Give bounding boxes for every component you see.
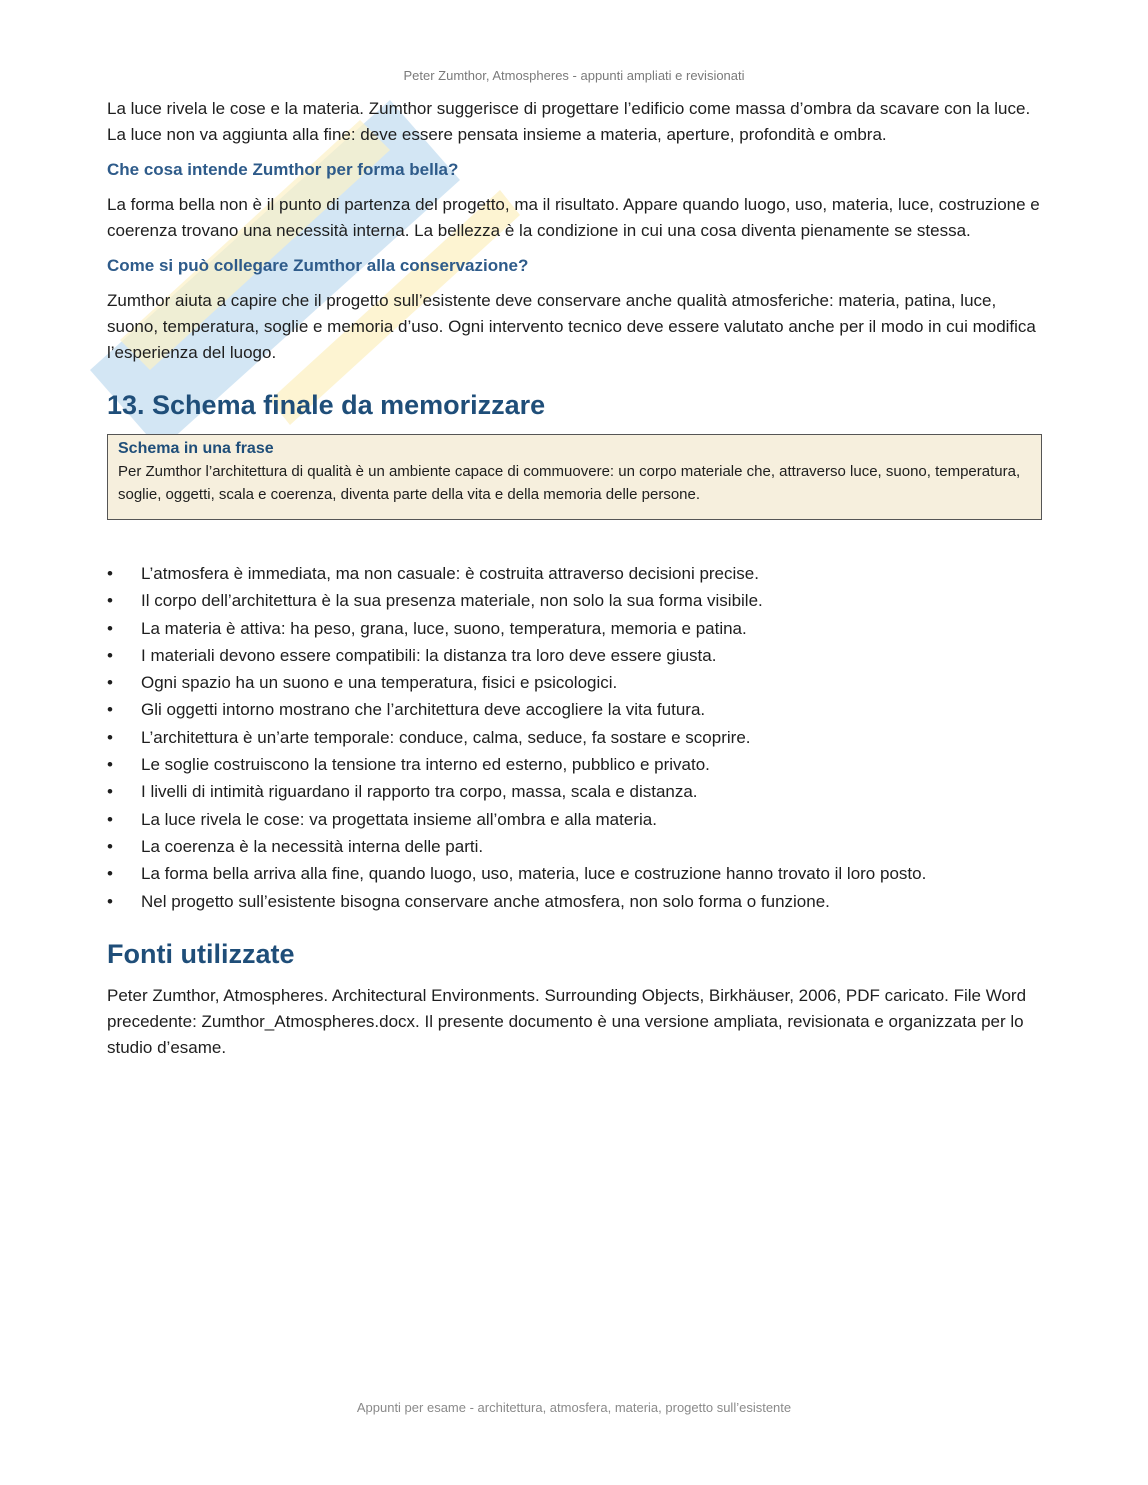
- bullet-icon: •: [107, 727, 113, 747]
- intro-paragraph: La luce rivela le cose e la materia. Zumthor suggerisce di progettare l’edificio come massa d’ombra da scavare con la luce. La luce non va aggiunta alla fine: deve essere pensata insieme a materia, aperture, profondità e ombra.: [107, 99, 1031, 144]
- list-item: [107, 888, 1042, 915]
- sources-paragraph: Peter Zumthor, Atmospheres. Architectural Environments. Surrounding Objects, Birkhäuser, 2006, PDF caricato. File Word precedente: Zumthor_Atmospheres.docx. Il presente documento è una versione ampliata, revisionata e organizzata per lo studio d’esame.: [107, 985, 1027, 1057]
- list-item: [107, 587, 1042, 614]
- list-item-text: Nel progetto sull’esistente bisogna conservare anche atmosfera, non solo forma o funzione.: [141, 891, 830, 911]
- bullet-icon: •: [107, 591, 113, 611]
- summary-box-title: Schema in una frase: [118, 440, 274, 457]
- summary-box-text: Per Zumthor l’architettura di qualità è un ambiente capace di commuovere: un corpo materiale che, attraverso luce, suono, temperatura, soglie, oggetti, scala e coerenza, diventa parte della vita e della memoria delle persone.: [118, 463, 1021, 503]
- list-item: [107, 833, 1042, 860]
- list-item: [107, 696, 1042, 723]
- question-heading: Come si può collegare Zumthor alla conservazione?: [107, 256, 529, 275]
- list-item: [107, 669, 1042, 696]
- bullet-icon: •: [107, 564, 113, 583]
- bullet-icon: •: [107, 673, 113, 693]
- bullet-icon: •: [107, 755, 113, 775]
- list-item: [107, 642, 1042, 669]
- list-item: [107, 560, 1042, 587]
- list-item-text: La forma bella arriva alla fine, quando luogo, uso, materia, luce e costruzione hanno trovato il loro posto.: [141, 864, 927, 884]
- list-item-text: I livelli di intimità riguardano il rapporto tra corpo, massa, scala e distanza.: [141, 782, 698, 802]
- bullet-icon: •: [107, 618, 113, 638]
- list-item-text: Il corpo dell’architettura è la sua presenza materiale, non solo la sua forma visibile.: [141, 591, 763, 611]
- list-item-text: Ogni spazio ha un suono e una temperatura, fisici e psicologici.: [141, 673, 618, 693]
- bullet-icon: •: [107, 645, 113, 665]
- bullet-icon: •: [107, 809, 113, 829]
- bullet-icon: •: [107, 782, 113, 802]
- list-item-text: Gli oggetti intorno mostrano che l’architettura deve accogliere la vita futura.: [141, 700, 706, 720]
- summary-box: [107, 434, 1042, 520]
- list-item: [107, 751, 1042, 778]
- list-item-text: I materiali devono essere compatibili: la distanza tra loro deve essere giusta.: [141, 645, 717, 665]
- sources-title: Fonti utilizzate: [107, 938, 295, 969]
- list-item: [107, 860, 1042, 887]
- list-item-text: Le soglie costruiscono la tensione tra interno ed esterno, pubblico e privato.: [141, 755, 710, 775]
- summary-bullet-list: [107, 560, 1042, 915]
- list-item-text: L’architettura è un’arte temporale: conduce, calma, seduce, fa sostare e scoprire.: [141, 727, 751, 747]
- page-header: Peter Zumthor, Atmospheres - appunti ampliati e revisionati: [403, 68, 745, 83]
- answer-paragraph: Zumthor aiuta a capire che il progetto sull’esistente deve conservare anche qualità atmosferiche: materia, patina, luce, suono, temperatura, soglie e memoria d’uso. Ogni intervento tecnico deve essere valutato anche per il modo in cui modifica l’esperienza del luogo.: [107, 291, 1036, 362]
- list-item: [107, 615, 1042, 642]
- list-item-text: L’atmosfera è immediata, ma non casuale: è costruita attraverso decisioni precise.: [141, 564, 759, 583]
- document-body: [107, 96, 1042, 1071]
- list-item: [107, 778, 1042, 805]
- bullet-icon: •: [107, 864, 113, 884]
- list-item: [107, 806, 1042, 833]
- list-item-text: La coerenza è la necessità interna delle parti.: [141, 836, 484, 856]
- bullet-icon: •: [107, 891, 113, 911]
- bullet-icon: •: [107, 836, 113, 856]
- section-13-title: 13. Schema finale da memorizzare: [107, 390, 546, 420]
- page-footer: Appunti per esame - architettura, atmosfera, materia, progetto sull’esistente: [356, 1400, 792, 1415]
- list-item: [107, 724, 1042, 751]
- list-item-text: La luce rivela le cose: va progettata insieme all’ombra e alla materia.: [141, 809, 657, 829]
- question-heading: Che cosa intende Zumthor per forma bella?: [107, 160, 459, 179]
- list-item-text: La materia è attiva: ha peso, grana, luce, suono, temperatura, memoria e patina.: [141, 618, 747, 638]
- bullet-icon: •: [107, 700, 113, 720]
- answer-paragraph: La forma bella non è il punto di partenza del progetto, ma il risultato. Appare quando luogo, uso, materia, luce, costruzione e coerenza trovano una necessità interna. La bellezza è la condizione in cui una cosa diventa pienamente se stessa.: [107, 195, 1040, 240]
